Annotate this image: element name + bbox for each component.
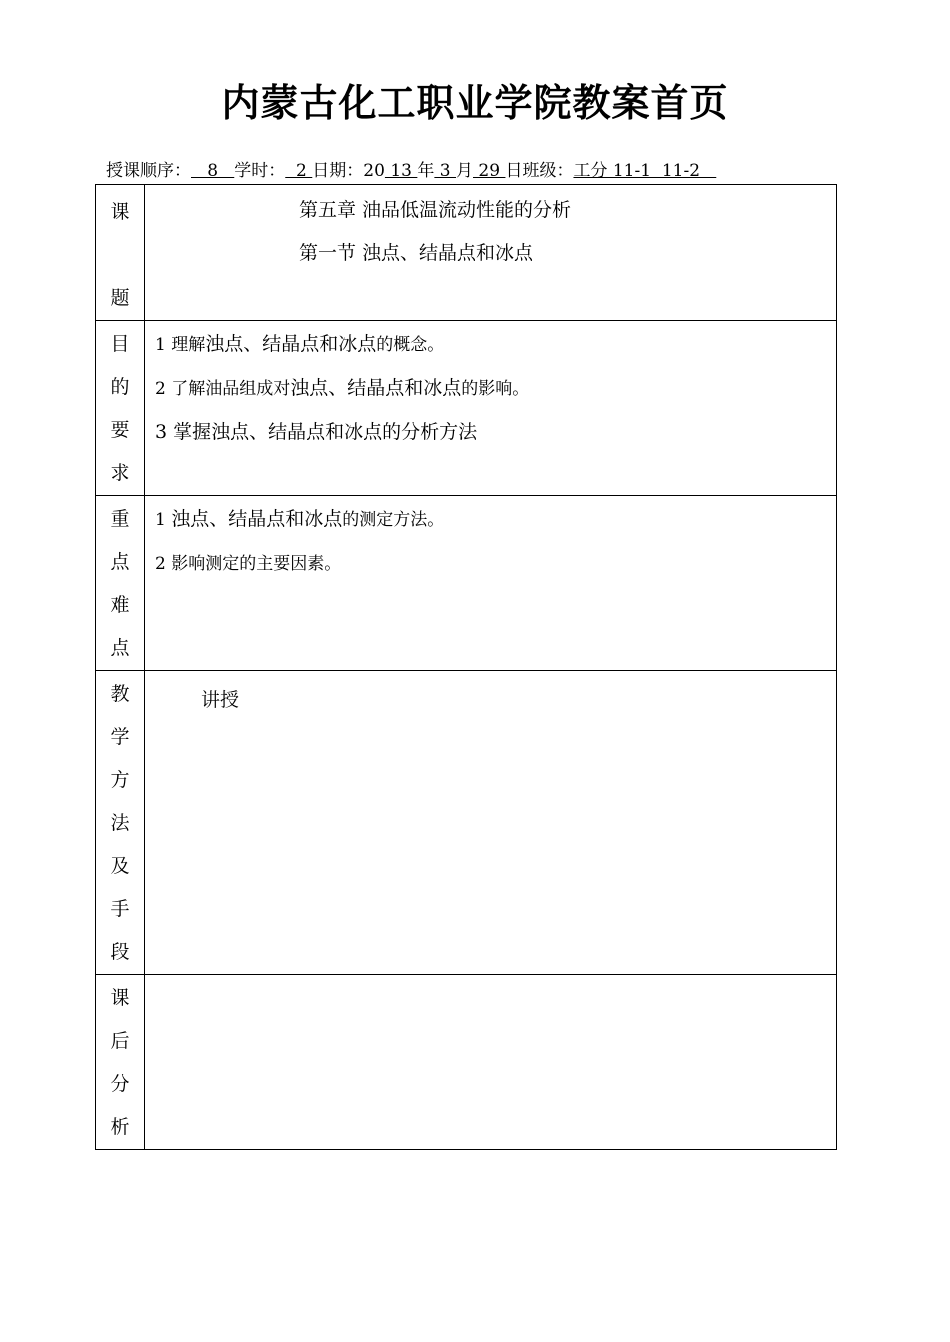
label-char: 课: [110, 201, 130, 223]
objectives-label-cell: [96, 321, 145, 496]
month-value: 3: [434, 161, 456, 181]
topic-content-cell: [145, 185, 837, 321]
label-char: 法: [110, 812, 130, 834]
hours-value: 2: [285, 161, 313, 181]
label-char: 的: [110, 376, 130, 398]
label-char: 课: [110, 987, 130, 1009]
day-label: 日班级：: [505, 161, 574, 181]
topic-row: [96, 185, 837, 321]
reflection-text: [145, 975, 836, 983]
label-char: 要: [110, 419, 130, 441]
key-points-content-cell: [145, 496, 837, 671]
label-char: 及: [110, 855, 130, 877]
day-value: 29: [473, 161, 506, 181]
year-value: 13: [384, 161, 418, 181]
reflection-row: [96, 975, 837, 1150]
lesson-plan-table: [95, 184, 837, 1150]
label-char: 分: [110, 1073, 130, 1095]
key-points-row: [96, 496, 837, 671]
order-value: 8: [191, 161, 235, 181]
label-char: 后: [110, 1030, 130, 1052]
label-char: 教: [110, 683, 130, 705]
label-char: 析: [110, 1116, 130, 1138]
objective-item: 2 了解油品组成对浊点、结晶点和冰点的影响。: [155, 377, 530, 399]
reflection-label-cell: [96, 975, 145, 1150]
date-label: 日期：20: [312, 161, 385, 181]
hours-label: 学时：: [234, 161, 286, 181]
topic-label-cell: [96, 185, 145, 321]
order-label: 授课顺序：: [106, 161, 191, 181]
class-value: 工分 11-1 11-2: [573, 161, 717, 181]
key-point-item: 1 浊点、结晶点和冰点的测定方法。: [155, 508, 445, 530]
key-point-item: 2 影响测定的主要因素。: [155, 554, 342, 574]
methods-label-cell: [96, 671, 145, 975]
label-char: 重: [110, 508, 130, 530]
page-title: 内蒙古化工职业学院教案首页: [221, 81, 729, 125]
label-char: 段: [110, 941, 130, 963]
label-char: 点: [110, 637, 130, 659]
objective-item: 3 掌握浊点、结晶点和冰点的分析方法: [155, 421, 478, 443]
methods-content-cell: [145, 671, 837, 975]
objectives-content-cell: [145, 321, 837, 496]
lesson-meta-line: [106, 156, 716, 181]
label-char: 难: [110, 594, 130, 616]
section-title: 第一节 浊点、结晶点和冰点: [299, 242, 534, 264]
label-char: 题: [110, 287, 130, 309]
key-points-label-cell: [96, 496, 145, 671]
methods-row: [96, 671, 837, 975]
label-char: 方: [110, 769, 130, 791]
reflection-content-cell: [145, 975, 837, 1150]
year-label: 年: [417, 161, 435, 181]
label-char: 点: [110, 551, 130, 573]
label-char: 学: [110, 726, 130, 748]
teaching-method-text: 讲授: [201, 689, 240, 711]
label-char: 手: [110, 898, 130, 920]
month-label: 月: [456, 161, 473, 181]
chapter-title: 第五章 油品低温流动性能的分析: [299, 199, 572, 221]
label-char: 求: [110, 462, 130, 484]
objective-item: 1 理解浊点、结晶点和冰点的概念。: [155, 333, 445, 355]
label-char: 目: [110, 333, 130, 355]
objectives-row: [96, 321, 837, 496]
